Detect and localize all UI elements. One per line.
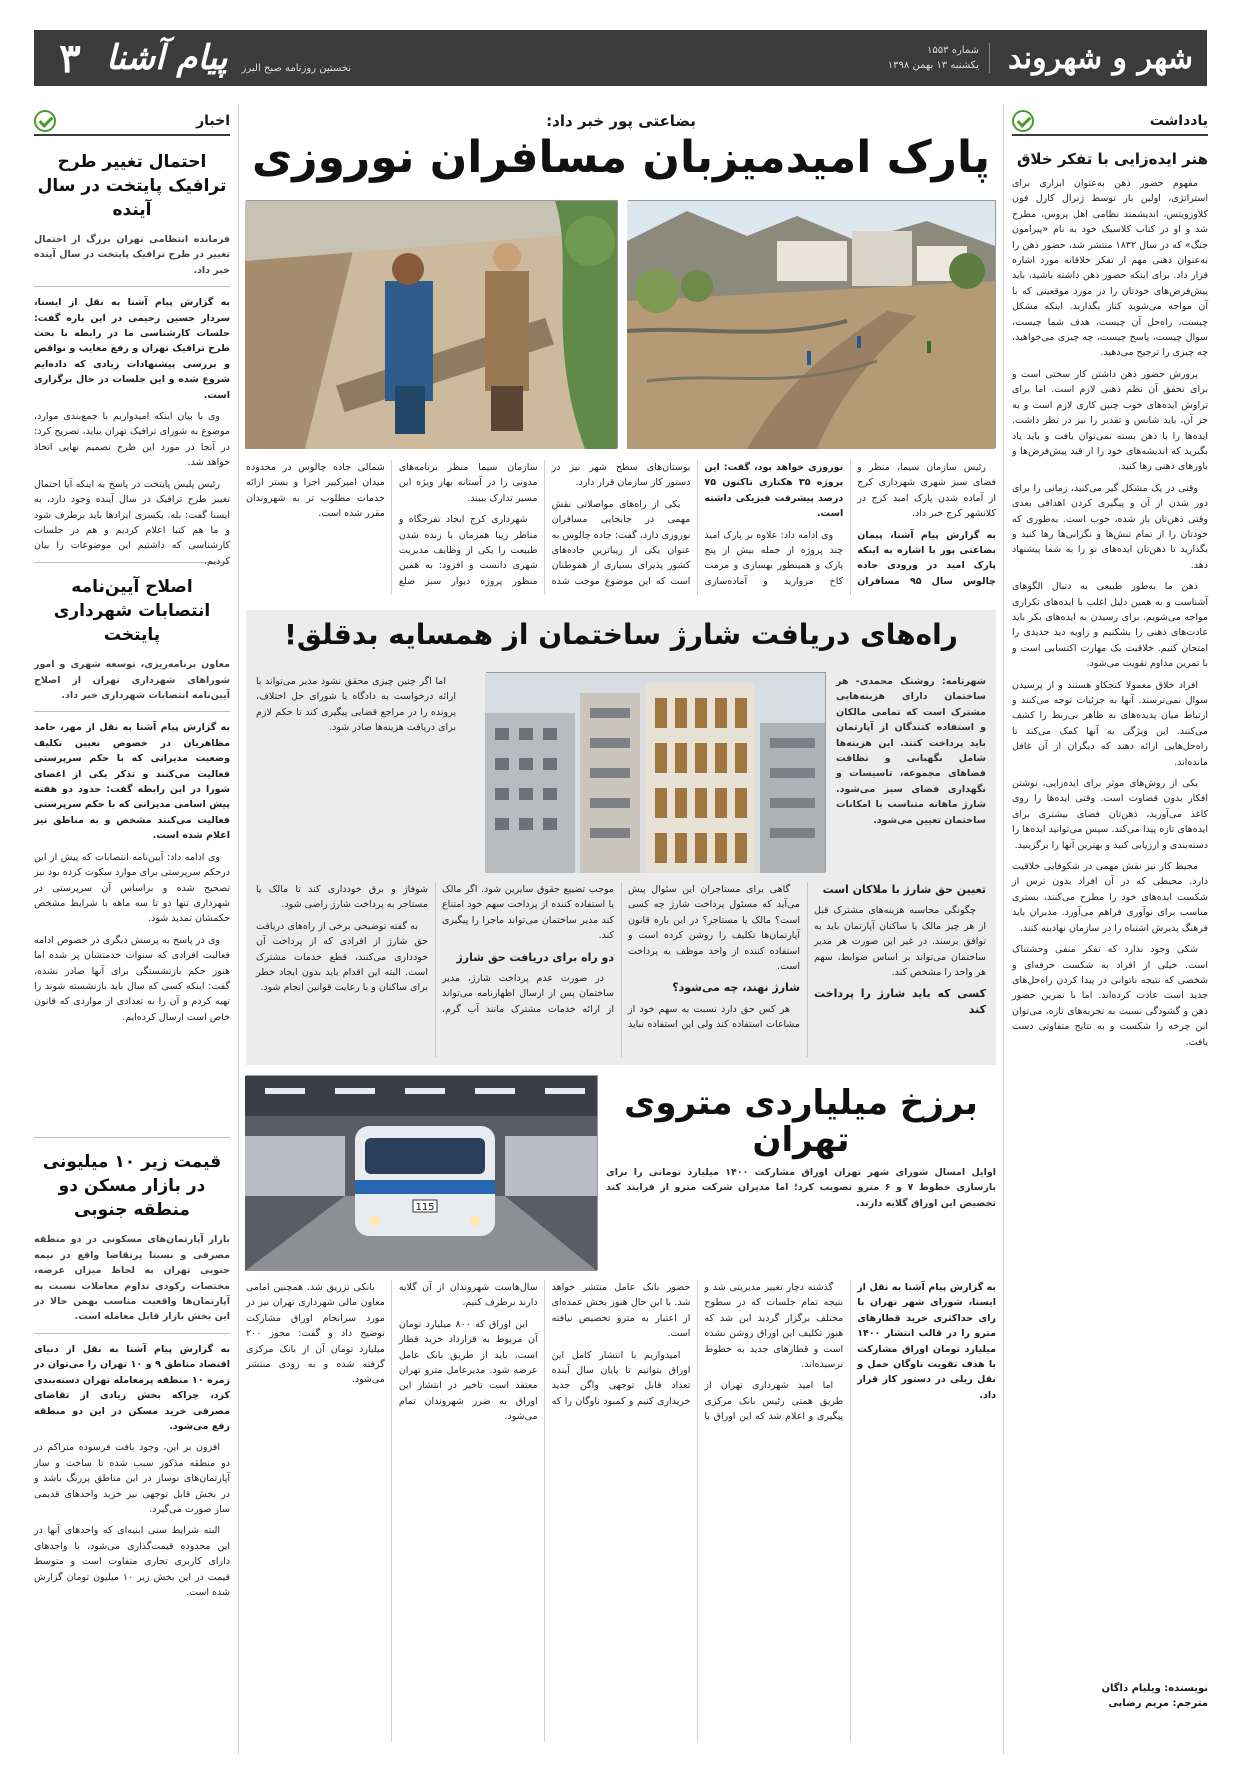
page-number: ۳ — [59, 34, 81, 82]
bottom-story-paragraph: بانکی تزریق شد. همچنین امامی معاون مالی شهرداری تهران نیز در مورد سرانجام اوراق مشارکت توضیح داد و گفت: مجوز ۲۰۰ میلیارد تومان آن از بانک مرکزی گرفته شده و به زودی منتشر می‌شود. — [246, 1282, 385, 1386]
news-story — [34, 1150, 230, 1671]
top-story-body — [246, 460, 996, 595]
middle-story-side-text — [256, 674, 456, 874]
issue-date: یکشنبه ۱۳ بهمن ۱۳۹۸ — [887, 60, 979, 71]
building-image — [485, 673, 825, 873]
news-paragraph: وی ادامه داد: آیین‌نامه انتصابات که پیش از این درحکم سرپرستی برای موارد سکوت کرده بود نیز تصحیح شده و براساس آن سرپرستی در شهرداری تنها دو تا سه ماهه با شرایط مشخص حکمشان تمدید شود. — [34, 851, 230, 925]
top-story-paragraph: شهرداری کرج ایجاد تفرجگاه و مناظر زیبا همزمان با زنده شدن طبیعت را یکی از وظایف مدیریت شهری دانست و افزود: به همین منظور پروژه دیوار سبز ضلع شمالی جاده چالوس در محدوده میدان امیرکبیر اجرا و بستر ارائه خدمات مطلوب تر به شهروندان مقرر شده است. — [246, 462, 538, 587]
news-paragraph: به گزارش پیام آشنا به نقل از ایسنا، سردار حسین رحیمی در این باره گفت: جلسات کارشناسی ما در رابطه با بحث طرح ترافیک تهران و رفع معایب و نواقص و بررسی پیشنهادات زیادی که داده‌ایم شروع شده و این جلسات در حال برگزاری است. — [34, 297, 230, 401]
middle-story-paragraph: چگونگی محاسبه هزینه‌های مشترک قبل از هر چیز مالک یا ساکنان آپارتمان باید به توافق برسند. در غیر این صورت هر مدیر ساختمان می‌تواند بر اساس ضوابط، سهم هر واحد را مشخص کند. — [814, 905, 986, 979]
bottom-story-paragraph: این اوراق که ۸۰۰ میلیارد تومان آن مربوط به قرارداد خرید قطار است، باید از طریق بانک عامل عرضه شود. مدیرعامل مترو تهران معتقد است تاخیر در انتشار این اوراق به ضرر شهروندان تمام می‌شود. — [398, 1318, 538, 1423]
news-summary: فرمانده انتظامی تهران بزرگ از احتمال تغییر در طرح ترافیک پایتخت در سال آینده خبر داد. — [34, 234, 230, 276]
newspaper-tagline: نخستین روزنامه صبح البرز — [241, 62, 352, 74]
news-paragraph: رئیس پلیس پایتخت در پاسخ به اینکه آیا احتمال تغییر طرح ترافیک در سال آینده وجود دارد، به ایسنا گفت: بله. یکسری ایرادها باید برطرف شود و ما هم کتبا اعلام کردیم و هم در جلسات کارشناسی که داشتیم این موضوعات را بیان کردیم. — [34, 478, 230, 567]
top-story-paragraph: به گزارش پیام آشنا، پیمان بضاعتی پور با اشاره به اینکه پارک امید در ورودی جاده چالوس سال ۹۵ مسافران نوروزی خواهد بود، گفت: این پروژه ۳۵ هکتاری تاکنون ۷۵ درصد پیشرفت فیزیکی داشته است. — [704, 462, 996, 587]
park-workers-photo — [246, 200, 618, 448]
middle-story-subhead: دو راه برای دریافت حق شارژ — [456, 950, 614, 964]
middle-story-paragraph: به گفته توضیحی برخی از راه‌های دریافت حق شارژ از افرادی که از پرداخت آن خودداری می‌کنند، قطع خدمات مشترک است. البته این اقدام باید بدون ایجاد خطر برای ساکنان و با رعایت قوانین انجام شود. — [256, 920, 428, 994]
news-column — [34, 108, 230, 1748]
middle-story-paragraph: اما اگر چنین چیزی محقق نشود مدیر می‌تواند با ارائه درخواست به دادگاه یا شورای حل اختلاف، پرونده را در مراجع قضایی پیگیری کند تا حکم لازم برای دریافت هزینه‌ها صادر شود. — [256, 676, 456, 734]
opinion-paragraph: وقتی در یک مشکل گیر می‌کنید، زمانی را برای دور شدن از آن و پیگیری کردن اهدافی بعدی وقتی ذهن‌تان باز شده، خوب است. به‌طوری که خودتان را از تمام تنش‌ها و نگرانی‌ها رها کنید و بگذارید تا ذهن‌تان ایده‌های نو را به شما پیشنهاد دهد. — [1012, 482, 1208, 571]
park-landscape-photo — [628, 200, 996, 448]
issue-number: شماره ۱۵۵۳ — [927, 45, 979, 56]
metro-train-photo — [246, 1075, 598, 1270]
masthead — [48, 35, 351, 82]
middle-story-subhead: تعیین حق شارژ با ملاکان است — [822, 883, 986, 896]
opinion-author: نویسنده: ویلیام داگان — [1101, 1683, 1208, 1694]
news-headline: قیمت زیر ۱۰ میلیونی در بازار مسکن دو منطقه جنوبی — [42, 1152, 222, 1221]
bottom-story-paragraph: اما امید شهرداری تهران از طریق همتی رئیس بانک مرکزی پیگیری و اعلام شد که این اوراق با حضور بانک عامل منتشر خواهد شد. با این حال هنوز بخش عمده‌ای از اعتبار به مترو تخصیص نیافته است. — [551, 1282, 844, 1423]
news-paragraph: البته شرایط سنی ابنیه‌ای که واحدهای آنها در این محدوده قیمت‌گذاری می‌شود، با واحدهای دارای کاربری تجاری متفاوت است و متوسط قیمت در این بخش زیر ۱۰ میلیون تومان گزارش شده است. — [34, 1525, 230, 1598]
park-workers-image — [245, 201, 617, 449]
news-paragraph: به گزارش پیام آشنا به نقل از دنیای اقتصاد مناطق ۹ و ۱۰ تهران را می‌توان در زمره ۱۰ منطقه پرمعامله تهران دسته‌بندی کرد، چراکه بخش زیادی از تقاضای مصرفی خرید مسکن در این دو منطقه رفع می‌شود. — [34, 1343, 230, 1432]
news-body — [34, 295, 230, 567]
middle-story-body — [256, 882, 986, 1057]
bottom-story-lead: اوایل امسال شورای شهر تهران اوراق مشارکت ۱۴۰۰ میلیارد تومانی را برای بازسازی خطوط ۷ و ۶ مترو تصویب کرد؛ اما مدیران شرکت مترو از فرایند کند تخصیص این اوراق گلایه دارند. — [606, 1167, 996, 1209]
news-summary: بازار آپارتمان‌های مسکونی در دو منطقه مصرفی و نسبتا پرتقاضا واقع در نیمه جنوبی تهران به لحاظ میزان عرضه، مختصات رکودی تداوم معاملات نسبت به آپارتمان‌ها واقعیت مناسب بهمن حالا در این بخش بازار قابل معامله است. — [34, 1234, 230, 1323]
top-story — [246, 108, 996, 600]
top-story-paragraph: یکی از راه‌های مواصلاتی نقش مهمی در جابجایی مسافران نوروزی دارد، گفت: جاده چالوس به عنوان یکی از زیباترین جاده‌های کشور پذیرای بسیاری از هموطنان است که این موضوع موجب شده سازمان سیما منظر برنامه‌های مدونی را در آستانه بهار ویژه این مسیر تدارک ببیند. — [398, 462, 691, 587]
news-body — [34, 720, 230, 1125]
middle-story-paragraph: گاهی برای مستاجران این سئوال پیش می‌آید که مسئول پرداخت شارژ چه کسی است؟ مالک یا مستاجر؟ در این باره قانون آپارتمان‌ها تکلیف را روشن کرده است و استفاده کننده از واحد موظف به پرداخت است. — [628, 884, 800, 973]
section-banner — [888, 41, 1193, 76]
middle-story — [246, 610, 996, 1065]
middle-story-paragraph: هر کس حق دارد نسبت به سهم خود از مشاعات استفاده کند ولی این استفاده نباید موجب تضییع حقوق سایرین شود. اگر مالک یا استفاده کننده از پرداخت سهم خود امتناع کند مدیر ساختمان می‌تواند ماجرا را پیگیری کند. — [442, 884, 800, 1031]
news-story — [34, 150, 230, 567]
opinion-headline: هنر ایده‌زایی با تفکر خلاق — [1017, 150, 1208, 168]
middle-story-subhead: کسی که باید شارژ را پرداخت کند — [814, 987, 986, 1016]
opinion-credits — [1012, 1681, 1208, 1711]
middle-story-headline: راه‌های دریافت شارژ ساختمان از همسایه بدقلق! — [284, 618, 958, 651]
news-body — [34, 1342, 230, 1672]
news-headline: اصلاح آیین‌نامه انتصابات شهرداری پایتخت — [53, 577, 211, 646]
news-divider — [34, 711, 230, 712]
opinion-label-bar — [1012, 108, 1208, 136]
opinion-column — [1012, 108, 1208, 1748]
bottom-story-body — [246, 1280, 996, 1742]
news-divider — [34, 1333, 230, 1334]
news-summary: معاون برنامه‌ریزی، توسعه شهری و امور شوراهای شهرداری تهران از اصلاح آیین‌نامه انتصابات شهرداری خبر داد. — [34, 659, 230, 702]
middle-story-paragraph: در صورت عدم پرداخت شارژ، مدیر ساختمان پس از ارسال اظهارنامه می‌تواند از ارائه خدمات مشترک مانند آب گرم، شوفاژ و برق خودداری کند تا مالک یا مستاجر به پرداخت شارژ راضی شود. — [256, 884, 614, 1015]
top-story-headline: پارک امیدمیزبان مسافران نوروزی — [251, 132, 991, 183]
middle-story-lead: شهرنامه: روشنک محمدی- هر ساختمان دارای هزینه‌هایی مشترک است که تمامی مالکان و استفاده کنندگان از آپارتمان باید پرداخت کنند. این هزینه‌ها شامل نگهبانی و نظافت فضاهای مجموعه، تاسیسات و نگهداری فضای سبز می‌شود. شارژ ماهانه متناسب با امکانات ساختمان تعیین می‌شود. — [836, 676, 986, 826]
opinion-translator: مترجم: مریم رضایی — [1108, 1698, 1208, 1709]
news-paragraph: به گزارش پیام آشنا به نقل از مهر، حامد مظاهریان در خصوص تعیین تکلیف وضعیت مدیرانی که با حکم سرپرستی فعالیت می‌کنند و تذکر یکی از اعضای شورا در این رابطه گفت: حدود دو هفته پیش اسامی مدیرانی که با حکم سرپرستی فعالیت می‌کنند مشخص و به مناطق نیز اعلام شده است. — [34, 722, 230, 842]
news-label-bar — [34, 108, 230, 136]
news-paragraph: وی در پاسخ به پرسش دیگری در خصوص ادامه فعالیت افرادی که سنوات خدمتشان پر شده اما هنوز حکم بازنشستگی برای آنها صادر نشده، گفت: اینکه کسی که سال باید بازنشسته شوند را تهیه کردم و آن را به تعدادی از مواردی که قانون خاص است ارسال کرده‌ایم. — [34, 934, 230, 1023]
news-paragraph: افزون بر این، وجود بافت فرسوده متراکم در دو منطقه مذکور سبب شده تا ساخت و ساز آپارتمان‌های نوساز در این مناطق پررنگ باشد و در بخش قابل توجهی نیز خرید واحدهای قدیمی ساز صورت می‌گیرد. — [34, 1442, 230, 1515]
opinion-paragraph: یکی از روش‌های موثر برای ایده‌زایی، نوشتن افکار بدون قضاوت است. وقتی ایده‌ها را روی کاغذ می‌آورید، ذهن‌تان فضای بیشتری برای ایده‌های تازه پیدا می‌کند. سپس می‌توانید ایده‌ها را دسته‌بندی و ارزیابی کنید و بهترین آنها را برگزینید. — [1012, 778, 1208, 851]
bottom-story-paragraph: گذشته دچار تغییر مدیریتی شد و نتیجه تمام جلسات که در سطوح مختلف برگزار گردید این شد که هنوز تکلیف این اوراق روشن نشده است و قطارهای جدید به خطوط نرسیده‌اند. — [704, 1282, 844, 1371]
top-story-kicker: بضاعتی پور خبر داد: — [546, 112, 696, 130]
news-section-label: اخبار — [196, 113, 230, 129]
newspaper-logo: پیام آشنا — [106, 38, 228, 78]
checkmark-icon — [34, 110, 56, 132]
news-headline: احتمال تغییر طرح ترافیک پایتخت در سال آینده — [37, 152, 227, 220]
bottom-story-paragraph: امیدواریم با انتشار کامل این اوراق بتوانیم تا پایان سال آینده تعداد قابل توجهی واگن جدید خریداری کنیم و کمبود ناوگان را که سال‌هاست شهروندان از آن گلایه دارند برطرف کنیم. — [398, 1282, 691, 1407]
middle-story-subhead: شارژ نهند، چه می‌شود؟ — [672, 981, 800, 995]
bottom-story — [246, 1075, 996, 1747]
story-separator — [34, 562, 230, 563]
news-story — [34, 575, 230, 1125]
opinion-section-label: یادداشت — [1149, 113, 1208, 129]
opinion-paragraph: ذهن ما به‌طور طبیعی به دنبال الگوهای آشناست و به همین دلیل اغلب با ایده‌های تکراری مواجه می‌شویم. برای رسیدن به ایده‌های بکر باید عادت‌های ذهنی را بشکنیم و زاویه دید جدیدی را امتحان کنیم. خلاقیت یک مهارت اکتسابی است و با تمرین مداوم تقویت می‌شود. — [1012, 581, 1208, 670]
opinion-paragraph: افراد خلاق معمولا کنجکاو هستند و از پرسیدن سوال نمی‌ترسند. آنها به جزئیات توجه می‌کنند و ارتباط میان پدیده‌های به ظاهر بی‌ربط را کشف می‌کنند. این ویژگی به آنها کمک می‌کند تا راه‌حل‌هایی ارائه دهند که دیگران از آن غافل مانده‌اند. — [1012, 679, 1208, 768]
opinion-paragraph: مفهوم حضور ذهن به‌عنوان ابزاری برای استراتژی، اولین بار توسط ژنرال کارل فون کلاوزویتس، اندیشمند نظامی اهل پروس، مطرح شد و او در کتاب کلاسیک خود به نام «پیرامون جنگ» که در سال ۱۸۳۲ منتشر شد، حضور ذهن را به‌عنوان ذهنی مهم از تفکر خلاقانه مورد اشاره قرار داد. برای اینکه حضور ذهن داشته باشید، باید پیش‌فرض‌های خودتان را در مورد موقعیتی که با آن مواجه می‌شوید کنار بگذارید. اینکه مشکل چیست، راه‌حل آن چیست، هدف شما چیست، سوال چیست، پاسخ چیست، چه چیزی می‌خواهید، چه چیزی را ترجیح می‌دهید. — [1012, 178, 1208, 359]
page-header — [34, 30, 1207, 86]
checkmark-icon — [1012, 110, 1034, 132]
opinion-paragraph: محیط کار نیز نقش مهمی در شکوفایی خلاقیت دارد. محیطی که در آن افراد بدون ترس از شکست ایده‌های خود را مطرح می‌کنند، بستری مناسب برای نوآوری فراهم می‌آورد. مدیران باید فرهنگ پذیرش اشتباه را در سازمان نهادینه کنند. — [1012, 861, 1208, 934]
news-paragraph: وی با بیان اینکه امیدواریم با جمع‌بندی موارد، موضوع به شورای ترافیک تهران بیاید، تصریح کرد: در آنجا در مورد این طرح تصمیم نهایی اتخاذ خواهد شد. — [34, 411, 230, 469]
column-divider-right — [1003, 104, 1004, 1754]
metro-train-image — [245, 1076, 597, 1271]
bottom-story-headline: برزخ میلیاردی متروی تهران — [624, 1083, 978, 1161]
top-story-paragraph: رئیس سازمان سیما، منظر و فضای سبز شهری شهرداری کرج از آماده شدن پارک امید کرج در کلانشهر کرج خبر داد. — [857, 462, 996, 520]
building-photo — [486, 672, 826, 872]
opinion-paragraph: شکی وجود ندارد که تفکر منفی وحشتناک است. خیلی از افراد به شکست حرفه‌ای و شخصی که نتیجه ناتوانی در پیدا کردن راه‌حل‌های جدید است عادت کرده‌اند. اما با تمرین حضور ذهن و گشودگی نسبت به تجربه‌های تازه، می‌توان این چرخه را شکست و به نتایج متفاوتی دست یافت. — [1012, 944, 1208, 1048]
news-divider — [34, 286, 230, 287]
story-separator — [34, 1137, 230, 1138]
park-landscape-image — [627, 201, 995, 449]
issue-info — [888, 43, 990, 73]
section-name: شهر و شهروند — [1008, 40, 1193, 76]
column-divider-left — [238, 104, 239, 1754]
opinion-body — [1012, 176, 1208, 1671]
metro-train-number: 115 — [415, 1202, 435, 1213]
top-story-paragraph: وی ادامه داد: علاوه بر پارک امید چند پروژه از جمله بیش از پنج پارک و همینطور بهسازی و مرمت کاخ مروارید و آماده‌سازی بوستان‌های سطح شهر نیز در دستور کار سازمان قرار دارد. — [551, 462, 844, 587]
bottom-story-paragraph: به گزارش پیام آشنا به نقل از ایسنا، شورای شهر تهران با رای حداکثری خرید قطارهای مترو را در قالب انتشار ۱۴۰۰ میلیارد تومان اوراق مشارکت با هدف تقویت ناوگان حمل و نقل ریلی در دستور کار قرار داد. — [857, 1282, 996, 1401]
opinion-paragraph: پرورش حضور ذهن داشتن کار سختی است و برای تحقق آن نظم ذهنی لازم است. اما برای تراوش ایده‌های خوب چنین کاری لازم است و به جز آن، باید شانس و تقدیر را نیز در نظر داشت. ایده‌ها را با ذهن بسته نمی‌توان یافت و باید یاد بگیرید که اندیشه‌های خود را از قید پیش‌فرض‌ها و باورهای ذهنی رها کنید. — [1012, 368, 1208, 473]
